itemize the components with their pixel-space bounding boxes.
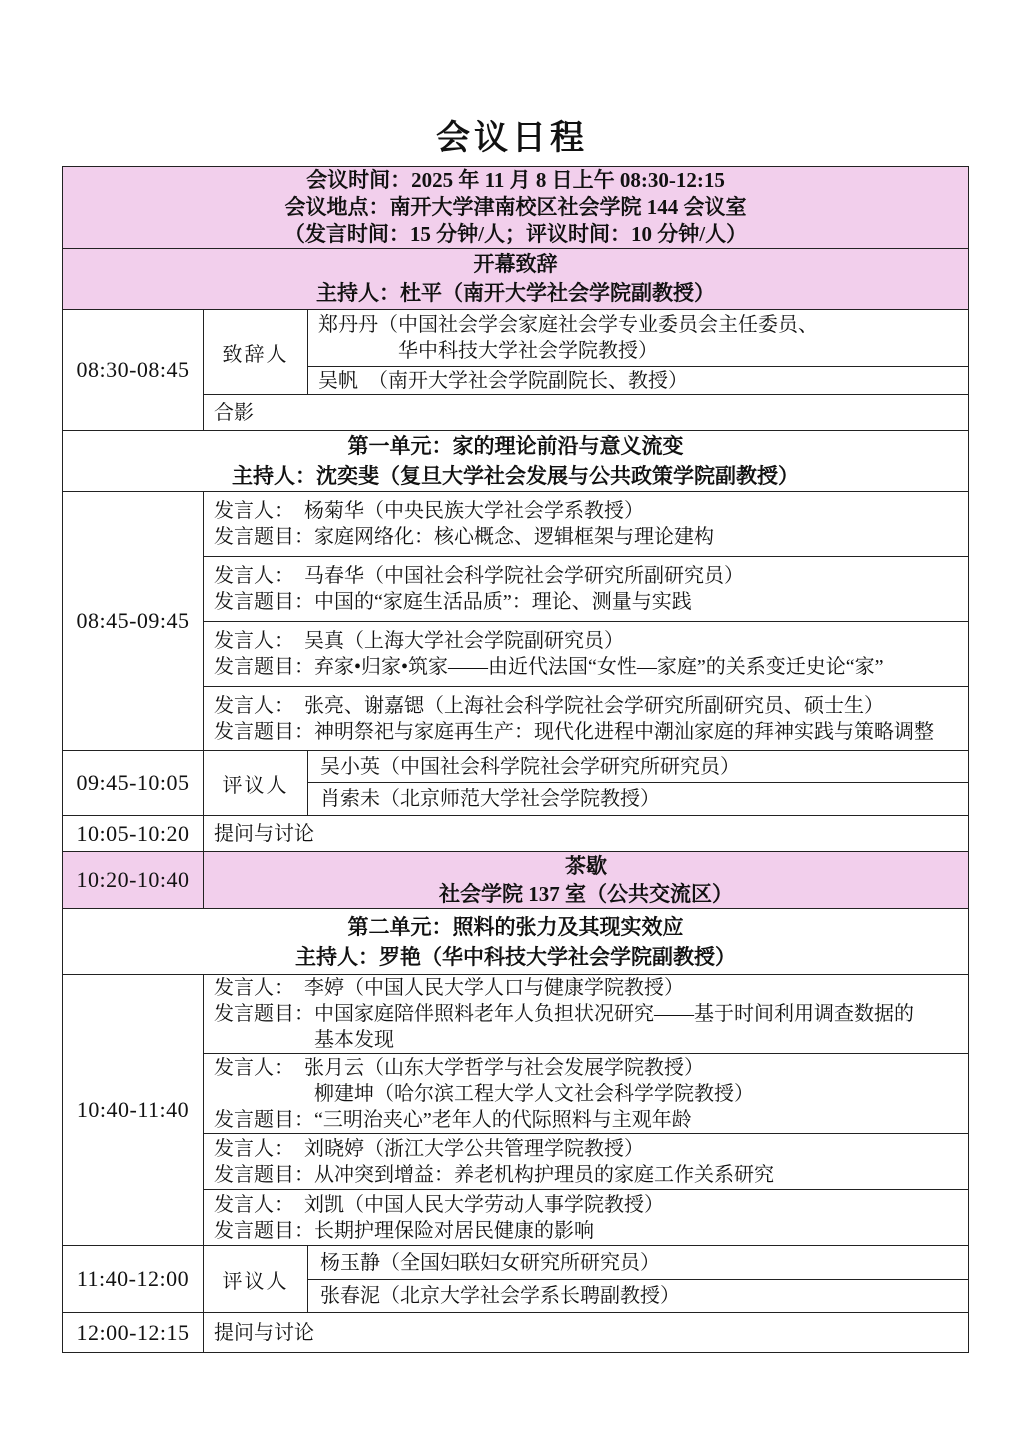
talk-cell bbox=[204, 687, 969, 751]
group-photo-label: 合影 bbox=[214, 401, 254, 424]
talk-topic-line: 发言题目：中国的“家庭生活品质”：理论、测量与实践 bbox=[214, 591, 692, 613]
speaker-cell bbox=[308, 310, 969, 367]
unit2-review-row-1 bbox=[63, 1246, 969, 1280]
meeting-info-cell bbox=[63, 167, 969, 249]
talk-topic-line: 发言题目：弃家•归家•筑家——由近代法国“女性—家庭”的关系变迁史论“家” bbox=[214, 656, 884, 678]
opening-host: 主持人：杜平（南开大学社会学院副教授） bbox=[316, 281, 715, 305]
unit1-header-row bbox=[63, 431, 969, 492]
talk-cell bbox=[204, 975, 969, 1054]
time-cell: 12:00-12:15 bbox=[63, 1313, 204, 1353]
talk-topic-line: 发言题目：神明祭祀与家庭再生产：现代化进程中潮汕家庭的拜神实践与策略调整 bbox=[214, 720, 934, 743]
schedule-table bbox=[62, 166, 969, 1353]
unit2-qa-row bbox=[63, 1313, 969, 1353]
talk-topic-line: 发言题目：从冲突到增益：养老机构护理员的家庭工作关系研究 bbox=[214, 1163, 774, 1186]
talk-topic-line: 发言题目：家庭网络化：核心概念、逻辑框架与理论建构 bbox=[214, 526, 714, 548]
group-photo-cell bbox=[204, 395, 969, 431]
qa-label: 提问与讨论 bbox=[214, 1321, 314, 1344]
speaker-line: 吴帆 （南开大学社会学院副院长、教授） bbox=[318, 369, 688, 392]
unit2-host: 主持人：罗艳（华中科技大学社会学院副教授） bbox=[295, 944, 736, 969]
unit1-qa-row bbox=[63, 816, 969, 852]
qa-cell bbox=[204, 1313, 969, 1353]
talk-cell bbox=[204, 622, 969, 687]
role-cell: 致辞人 bbox=[204, 310, 308, 395]
unit2-header-cell bbox=[63, 909, 969, 975]
talk-speaker-line: 发言人： 张月云（山东大学哲学与社会发展学院教授） bbox=[214, 1056, 704, 1079]
time-cell: 10:40-11:40 bbox=[63, 975, 204, 1246]
tea-break-row bbox=[63, 852, 969, 909]
tea-break-place: 社会学院 137 室（公共交流区） bbox=[439, 882, 733, 906]
speaker-cell bbox=[308, 367, 969, 395]
reviewer-cell bbox=[308, 783, 969, 816]
talk-topic-line: 发言题目：长期护理保险对居民健康的影响 bbox=[214, 1219, 594, 1242]
reviewer-line: 肖索未（北京师范大学社会学院教授） bbox=[320, 788, 660, 810]
time-cell: 08:30-08:45 bbox=[63, 310, 204, 431]
talk-topic-line: 基本发现 bbox=[214, 1029, 394, 1051]
opening-header-row bbox=[63, 249, 969, 310]
meeting-time-line: 会议时间：2025 年 11 月 8 日上午 08:30-12:15 bbox=[306, 168, 725, 192]
qa-label: 提问与讨论 bbox=[214, 822, 314, 845]
talk-speaker-line: 发言人： 马春华（中国社会科学院社会学研究所副研究员） bbox=[214, 565, 744, 587]
qa-cell bbox=[204, 816, 969, 852]
speaker-line: 郑丹丹（中国社会学会家庭社会学专业委员会主任委员、 bbox=[318, 314, 818, 336]
opening-speaker-row-1 bbox=[63, 310, 969, 367]
time-cell: 09:45-10:05 bbox=[63, 751, 204, 816]
reviewer-line: 吴小英（中国社会科学院社会学研究所研究员） bbox=[320, 755, 740, 778]
talk-speaker-line: 发言人： 李婷（中国人民大学人口与健康学院教授） bbox=[214, 977, 684, 999]
time-cell: 10:05-10:20 bbox=[63, 816, 204, 852]
meeting-rules-line: （发言时间：15 分钟/人；评议时间：10 分钟/人） bbox=[283, 222, 748, 246]
unit2-talk-row-1 bbox=[63, 975, 969, 1054]
talk-speaker-line: 发言人： 杨菊华（中央民族大学社会学系教授） bbox=[214, 500, 644, 522]
talk-topic-line: 发言题目：中国家庭陪伴照料老年人负担状况研究——基于时间利用调查数据的 bbox=[214, 1003, 914, 1025]
unit2-title: 第二单元：照料的张力及其现实效应 bbox=[347, 914, 684, 939]
talk-cell bbox=[204, 1054, 969, 1134]
talk-speaker-line: 发言人： 张亮、谢嘉锶（上海社会科学院社会学研究所副研究员、硕士生） bbox=[214, 694, 884, 717]
talk-speaker-line: 发言人： 刘晓婷（浙江大学公共管理学院教授） bbox=[214, 1137, 644, 1160]
unit2-header-row bbox=[63, 909, 969, 975]
tea-break-cell bbox=[204, 852, 969, 909]
page-title: 会议日程 bbox=[436, 120, 588, 157]
opening-header-cell bbox=[63, 249, 969, 310]
talk-topic-line: 发言题目：“三明治夹心”老年人的代际照料与主观年龄 bbox=[214, 1108, 692, 1131]
talk-cell bbox=[204, 557, 969, 622]
reviewer-cell bbox=[308, 751, 969, 783]
speaker-line: 华中科技大学社会学院教授） bbox=[318, 340, 658, 362]
role-cell: 评议人 bbox=[204, 1246, 308, 1313]
time-cell: 10:20-10:40 bbox=[63, 852, 204, 909]
talk-cell bbox=[204, 1134, 969, 1190]
reviewer-line: 杨玉静（全国妇联妇女研究所研究员） bbox=[320, 1251, 660, 1274]
info-row bbox=[63, 167, 969, 249]
tea-break-title: 茶歇 bbox=[565, 854, 607, 878]
unit1-title: 第一单元：家的理论前沿与意义流变 bbox=[347, 434, 684, 458]
meeting-place-line: 会议地点：南开大学津南校区社会学院 144 会议室 bbox=[284, 195, 747, 219]
unit1-review-row-1 bbox=[63, 751, 969, 783]
reviewer-cell bbox=[308, 1246, 969, 1280]
time-cell: 11:40-12:00 bbox=[63, 1246, 204, 1313]
role-cell: 评议人 bbox=[204, 751, 308, 816]
unit1-host: 主持人：沈奕斐（复旦大学社会发展与公共政策学院副教授） bbox=[232, 464, 799, 488]
time-cell: 08:45-09:45 bbox=[63, 492, 204, 751]
reviewer-line: 张春泥（北京大学社会学系长聘副教授） bbox=[320, 1285, 680, 1307]
talk-speaker-line: 柳建坤（哈尔滨工程大学人文社会科学学院教授） bbox=[214, 1082, 754, 1105]
talk-speaker-line: 发言人： 吴真（上海大学社会学院副研究员） bbox=[214, 630, 624, 652]
talk-cell bbox=[204, 492, 969, 557]
opening-title: 开幕致辞 bbox=[473, 252, 558, 276]
talk-cell bbox=[204, 1190, 969, 1246]
talk-speaker-line: 发言人： 刘凯（中国人民大学劳动人事学院教授） bbox=[214, 1193, 664, 1216]
unit1-header-cell bbox=[63, 431, 969, 492]
unit1-talk-row-1 bbox=[63, 492, 969, 557]
reviewer-cell bbox=[308, 1280, 969, 1313]
